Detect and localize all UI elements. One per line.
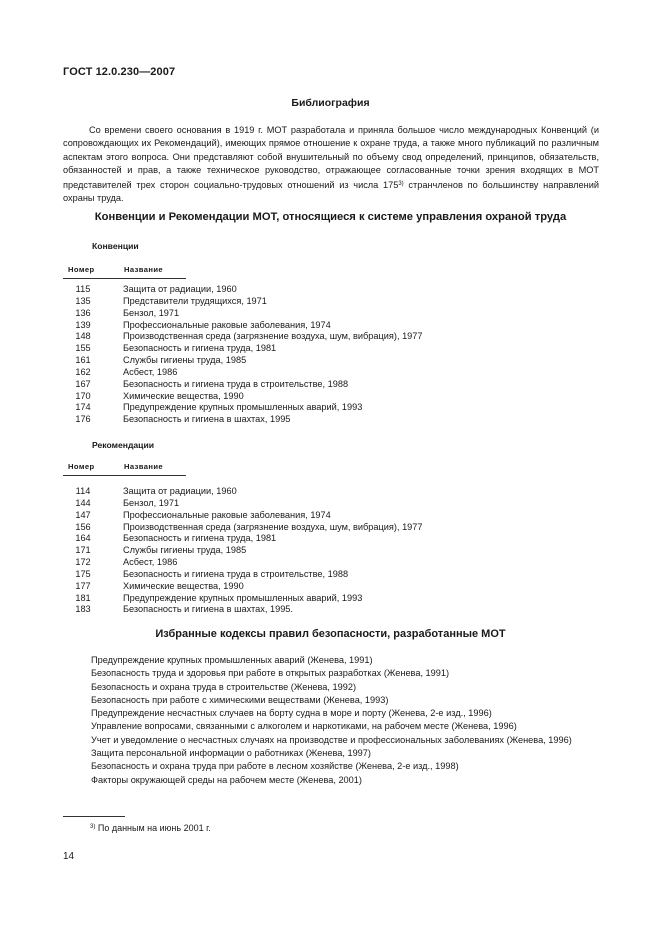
row-name: Защита от радиации, 1960 bbox=[123, 284, 237, 294]
footnote-mark: 3) bbox=[90, 824, 96, 830]
recommendations-header-rule bbox=[63, 475, 186, 476]
row-name: Предупреждение крупных промышленных аварий, 1993 bbox=[123, 592, 363, 603]
row-number: 156 bbox=[75, 521, 91, 532]
list-item: Безопасность труда и здоровья при работе в открытых разработках (Женева, 1991) bbox=[91, 668, 450, 679]
row-number: 164 bbox=[75, 533, 91, 544]
row-number: 147 bbox=[75, 509, 91, 520]
table-row bbox=[63, 355, 583, 367]
row-number: 167 bbox=[75, 378, 91, 389]
table-row bbox=[63, 367, 583, 379]
recommendations-list bbox=[63, 486, 583, 616]
row-name: Асбест, 1986 bbox=[123, 557, 178, 568]
codes-section-title: Избранные кодексы правил безопасности, разработанные МОТ bbox=[155, 628, 506, 640]
footnote-reference[interactable]: 3) bbox=[398, 180, 404, 187]
row-name: Бензол, 1971 bbox=[123, 497, 180, 508]
row-name: Профессиональные раковые заболевания, 1974 bbox=[123, 509, 331, 520]
table-row bbox=[63, 545, 583, 557]
row-number: 171 bbox=[75, 545, 91, 556]
row-number: 177 bbox=[75, 580, 91, 591]
conventions-header-rule bbox=[63, 278, 186, 279]
recommendations-col-number: Номер bbox=[68, 462, 95, 471]
list-item: Безопасность при работе с химическими веществами (Женева, 1993) bbox=[91, 694, 389, 705]
list-item: Факторы окружающей среды на рабочем месте (Женева, 2001) bbox=[91, 774, 362, 785]
row-name: Службы гигиены труда, 1985 bbox=[123, 545, 247, 556]
table-row bbox=[63, 593, 583, 605]
footnote-rule bbox=[63, 816, 125, 817]
table-row bbox=[63, 557, 583, 569]
row-name: Бензол, 1971 bbox=[123, 307, 180, 318]
row-name: Безопасность и гигиена труда в строительстве, 1988 bbox=[123, 378, 349, 389]
table-row bbox=[63, 331, 583, 343]
row-name: Производственная среда (загрязнение воздуха, шум, вибрация), 1977 bbox=[123, 331, 423, 342]
row-number: 170 bbox=[75, 390, 91, 401]
table-row bbox=[63, 402, 583, 414]
row-name: Профессиональные раковые заболевания, 1974 bbox=[123, 319, 331, 330]
table-row bbox=[63, 308, 583, 320]
row-name: Безопасность и гигиена труда, 1981 bbox=[123, 343, 277, 354]
table-row bbox=[63, 510, 583, 522]
row-number: 162 bbox=[75, 366, 91, 377]
row-number: 148 bbox=[75, 331, 91, 342]
row-number: 115 bbox=[75, 284, 91, 294]
conventions-subtitle: Конвенции bbox=[92, 241, 139, 251]
row-name: Безопасность и гигиена в шахтах, 1995. bbox=[123, 604, 293, 615]
row-name: Службы гигиены труда, 1985 bbox=[123, 355, 247, 366]
conventions-col-name: Название bbox=[124, 265, 164, 274]
table-row bbox=[63, 533, 583, 545]
footnote-text: По данным на июнь 2001 г. bbox=[95, 823, 211, 833]
row-number: 172 bbox=[75, 557, 91, 568]
row-name: Химические вещества, 1990 bbox=[123, 390, 244, 401]
table-row bbox=[63, 604, 583, 616]
row-number: 181 bbox=[75, 592, 91, 603]
row-number: 135 bbox=[75, 295, 91, 306]
row-number: 136 bbox=[75, 307, 91, 318]
intro-paragraph bbox=[63, 124, 599, 205]
row-name: Химические вещества, 1990 bbox=[123, 580, 244, 591]
recommendations-col-name: Название bbox=[124, 462, 164, 471]
row-number: 174 bbox=[75, 402, 91, 413]
table-row bbox=[63, 581, 583, 593]
table-row bbox=[63, 498, 583, 510]
list-item: Безопасность и охрана труда в строительстве (Женева, 1992) bbox=[91, 681, 357, 692]
list-item: Предупреждение несчастных случаев на борту судна в море и порту (Женева, 2-е изд., 1996) bbox=[91, 708, 492, 719]
row-name: Безопасность и гигиена труда в строительстве, 1988 bbox=[123, 568, 349, 579]
row-name: Безопасность и гигиена в шахтах, 1995 bbox=[123, 414, 291, 425]
row-name: Производственная среда (загрязнение воздуха, шум, вибрация), 1977 bbox=[123, 521, 423, 532]
table-row bbox=[63, 522, 583, 534]
row-name: Безопасность и гигиена труда, 1981 bbox=[123, 533, 277, 544]
intro-text: Со времени своего основания в 1919 г. МОТ разработала и приняла большое число международных Конвенций (и сопровождающих их Рекомендаций), имеющих прямое отношение к охране труда, а также много публикаций по различным аспектам этого вопроса. Они представляют собой внушительный по объему свод определений, принципов, обязательств, обязанностей и прав, а также техническое руководство, отражающее согласованные точки зрения входящих в МОТ представителей трех сторон социально-трудовых отношений из числа 175 bbox=[63, 125, 599, 190]
list-item: Предупреждение крупных промышленных аварий (Женева, 1991) bbox=[91, 655, 373, 665]
conventions-list bbox=[63, 284, 583, 426]
table-row bbox=[63, 284, 583, 296]
row-name: Защита от радиации, 1960 bbox=[123, 486, 237, 496]
table-row bbox=[63, 414, 583, 426]
row-number: 183 bbox=[75, 604, 91, 615]
row-name: Предупреждение крупных промышленных аварий, 1993 bbox=[123, 402, 363, 413]
table-row bbox=[63, 379, 583, 391]
footnote bbox=[90, 823, 211, 833]
table-row bbox=[63, 296, 583, 308]
row-name: Представители трудящихся, 1971 bbox=[123, 295, 267, 306]
codes-list bbox=[63, 654, 599, 787]
intro-text-end: странчленов по большинству направлений охраны труда. bbox=[63, 179, 599, 204]
row-number: 161 bbox=[75, 355, 91, 366]
conventions-section-title: Конвенции и Рекомендации МОТ, относящиеся к системе управления охраной труда bbox=[94, 211, 567, 223]
recommendations-subtitle: Рекомендации bbox=[92, 440, 155, 450]
table-row bbox=[63, 343, 583, 355]
standard-header: ГОСТ 12.0.230—2007 bbox=[63, 66, 176, 78]
list-item: Безопасность и охрана труда при работе в лесном хозяйстве (Женева, 2-е изд., 1998) bbox=[91, 761, 459, 772]
row-number: 175 bbox=[75, 568, 91, 579]
row-number: 155 bbox=[75, 343, 91, 354]
table-row bbox=[63, 486, 583, 498]
row-name: Асбест, 1986 bbox=[123, 366, 178, 377]
row-number: 144 bbox=[75, 497, 91, 508]
bibliography-title: Библиография bbox=[291, 97, 370, 109]
conventions-col-number: Номер bbox=[68, 265, 95, 274]
table-row bbox=[63, 320, 583, 332]
table-row bbox=[63, 391, 583, 403]
row-number: 139 bbox=[75, 319, 91, 330]
list-item: Управление вопросами, связанными с алкоголем и наркотиками, на рабочем месте (Женева, 1996) bbox=[91, 721, 517, 732]
page-number: 14 bbox=[63, 851, 75, 862]
table-row bbox=[63, 569, 583, 581]
row-number: 176 bbox=[75, 414, 91, 425]
list-item: Защита персональной информации о работниках (Женева, 1997) bbox=[91, 748, 371, 759]
list-item: Учет и уведомление о несчастных случаях на производстве и профессиональных заболеваниях (Женева, 1996) bbox=[91, 734, 572, 745]
row-number: 114 bbox=[75, 486, 91, 496]
